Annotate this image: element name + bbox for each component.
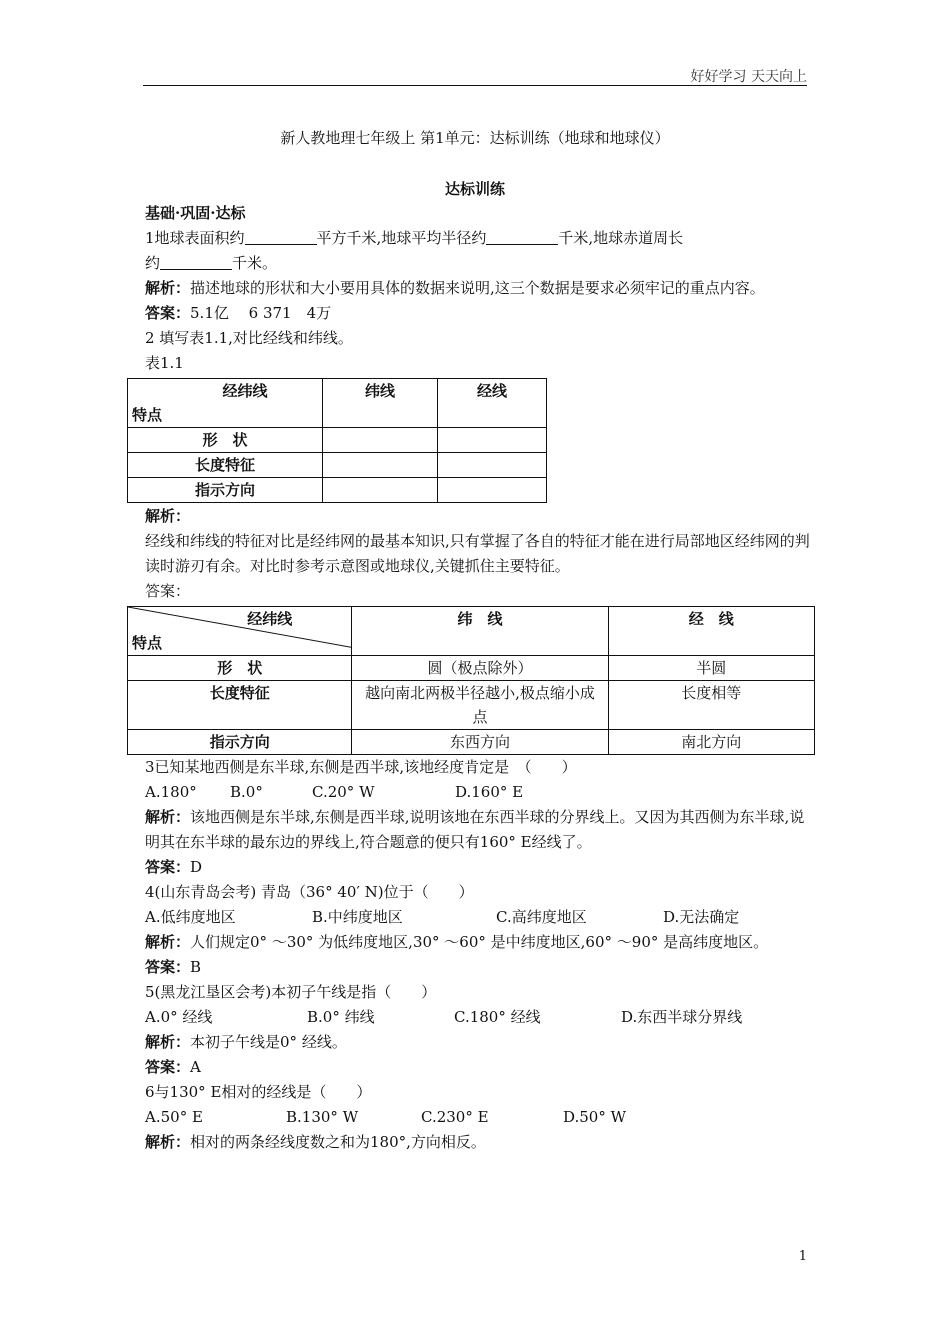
analysis-label: 解析： [145, 1133, 191, 1151]
empty-cell [438, 478, 547, 503]
cell-latitude-shape: 圆（极点除外） [352, 656, 608, 681]
option-d: D.东西半球分界线 [621, 1008, 743, 1026]
analysis-label: 解析： [145, 808, 191, 826]
answer-label: 答案： [145, 304, 191, 322]
empty-cell [438, 453, 547, 478]
option-b: B.中纬度地区 [312, 908, 403, 926]
option-b: B.0° [230, 783, 263, 801]
table-caption: 表1.1 [145, 354, 184, 372]
empty-cell [323, 453, 438, 478]
q2-answer-label: 答案： [145, 582, 191, 600]
row-header-shape: 形 状 [128, 656, 352, 681]
empty-cell [323, 428, 438, 453]
answer-blank [486, 229, 558, 245]
row-header-length: 长度特征 [128, 453, 323, 478]
table-corner-cell [128, 607, 352, 656]
empty-cell [323, 478, 438, 503]
header-motto: 好好学习 天天向上 [690, 69, 807, 85]
q2-analysis-text: 经线和纬线的特征对比是经纬网的最基本知识,只有掌握了各自的特征才能在进行局部地区经纬网的判读时游刃有余。对比时参考示意图或地球仪,关键抓住主要特征。 [145, 532, 810, 575]
analysis-text: 该地西侧是东半球,东侧是西半球,说明该地在东西半球的分界线上。又因为其西侧为东半球,说明其在东半球的最东边的界线上,符合题意的便只有160° E经线了。 [145, 808, 805, 851]
question-2: 2 填写表1.1,对比经线和纬线。 [145, 329, 353, 347]
option-c: C.180° 经线 [454, 1008, 541, 1026]
q6-analysis [145, 1130, 815, 1155]
option-a: A.180° [145, 783, 197, 801]
cell-longitude-direction: 南北方向 [608, 730, 814, 755]
answer-text: B [190, 958, 202, 976]
option-b: B.0° 纬线 [307, 1008, 375, 1026]
q5-answer [145, 1055, 815, 1080]
question-5: 5(黑龙江垦区会考)本初子午线是指（ ） [145, 983, 437, 1001]
analysis-label: 解析： [145, 933, 191, 951]
row-header-direction: 指示方向 [128, 730, 352, 755]
option-a: A.50° E [145, 1108, 203, 1126]
option-d: D.50° W [563, 1108, 627, 1126]
q3-analysis [145, 805, 815, 855]
analysis-text: 描述地球的形状和大小要用具体的数据来说明,这三个数据是要求必须牢记的重点内容。 [190, 279, 765, 297]
q1-text: 千米。 [232, 254, 278, 272]
option-c: C.高纬度地区 [496, 908, 587, 926]
q1-text: 约 [145, 254, 161, 272]
q1-text: 千米,地球赤道周长 [558, 229, 684, 247]
q1-text: 平方千米,地球平均半径约 [316, 229, 487, 247]
cell-longitude-length: 长度相等 [608, 681, 814, 730]
question-1 [145, 226, 815, 251]
cell-latitude-direction: 东西方向 [352, 730, 608, 755]
answer-label: 答案： [145, 958, 191, 976]
q3-options [145, 780, 815, 805]
option-d: D.160° E [455, 783, 524, 801]
blank-comparison-table [127, 378, 547, 503]
table-corner-cell [128, 379, 323, 428]
col-header-latitude: 纬线 [323, 379, 438, 428]
answer-label: 答案： [145, 1058, 191, 1076]
analysis-label: 解析： [145, 279, 191, 297]
q4-analysis [145, 930, 815, 955]
row-header-length: 长度特征 [128, 681, 352, 730]
answer-text: 5.1亿 6 371 4万 [190, 304, 332, 322]
row-header-shape: 形 状 [128, 428, 323, 453]
q3-answer [145, 855, 815, 880]
row-header-direction: 指示方向 [128, 478, 323, 503]
q4-answer [145, 955, 815, 980]
page-number: 1 [798, 1249, 807, 1264]
q4-options [145, 905, 815, 930]
answer-blank [160, 254, 232, 270]
option-d: D.无法确定 [663, 908, 740, 926]
header-rule [143, 85, 807, 86]
answer-blank [245, 229, 317, 245]
question-4: 4(山东青岛会考) 青岛（36° 40′ N)位于（ ） [145, 883, 474, 901]
question-3: 3已知某地西侧是东半球,东侧是西半球,该地经度肯定是 （ ） [145, 758, 577, 776]
q5-analysis [145, 1030, 815, 1055]
q1-answer [145, 301, 815, 326]
option-c: C.20° W [312, 783, 375, 801]
corner-bottom-label: 特点 [132, 406, 163, 424]
q2-analysis-label: 解析： [145, 507, 191, 525]
document-subtitle: 达标训练 [444, 180, 505, 198]
col-header-longitude: 经线 [438, 379, 547, 428]
q6-options [145, 1105, 815, 1130]
answer-text: D [190, 858, 203, 876]
option-a: A.低纬度地区 [145, 908, 236, 926]
option-a: A.0° 经线 [145, 1008, 213, 1026]
col-header-longitude: 经 线 [608, 607, 814, 656]
corner-top-label: 经纬线 [247, 610, 293, 628]
cell-latitude-length: 越向南北两极半径越小,极点缩小成点 [352, 681, 608, 730]
question-1-cont [145, 251, 815, 276]
answer-comparison-table [127, 606, 815, 755]
corner-top-label: 经纬线 [222, 382, 268, 400]
answer-label: 答案： [145, 858, 191, 876]
cell-longitude-shape: 半圆 [608, 656, 814, 681]
q1-analysis [145, 276, 815, 301]
option-c: C.230° E [421, 1108, 489, 1126]
analysis-text: 相对的两条经线度数之和为180°,方向相反。 [190, 1133, 486, 1151]
corner-bottom-label: 特点 [132, 634, 163, 652]
analysis-text: 本初子午线是0° 经线。 [190, 1033, 347, 1051]
diagonal-line [128, 607, 351, 655]
section-heading: 基础·巩固·达标 [145, 204, 246, 222]
document-title: 新人教地理七年级上 第1单元：达标训练（地球和地球仪） [280, 129, 670, 147]
answer-text: A [190, 1058, 201, 1076]
analysis-label: 解析： [145, 1033, 191, 1051]
option-b: B.130° W [286, 1108, 359, 1126]
col-header-latitude: 纬 线 [352, 607, 608, 656]
analysis-text: 人们规定0° ～30° 为低纬度地区,30° ～60° 是中纬度地区,60° ～90° 是高纬度地区。 [190, 933, 769, 951]
empty-cell [438, 428, 547, 453]
q1-text: 1地球表面积约 [145, 229, 245, 247]
q5-options [145, 1005, 815, 1030]
question-6: 6与130° E相对的经线是（ ） [145, 1083, 372, 1101]
document-body [132, 201, 815, 1155]
